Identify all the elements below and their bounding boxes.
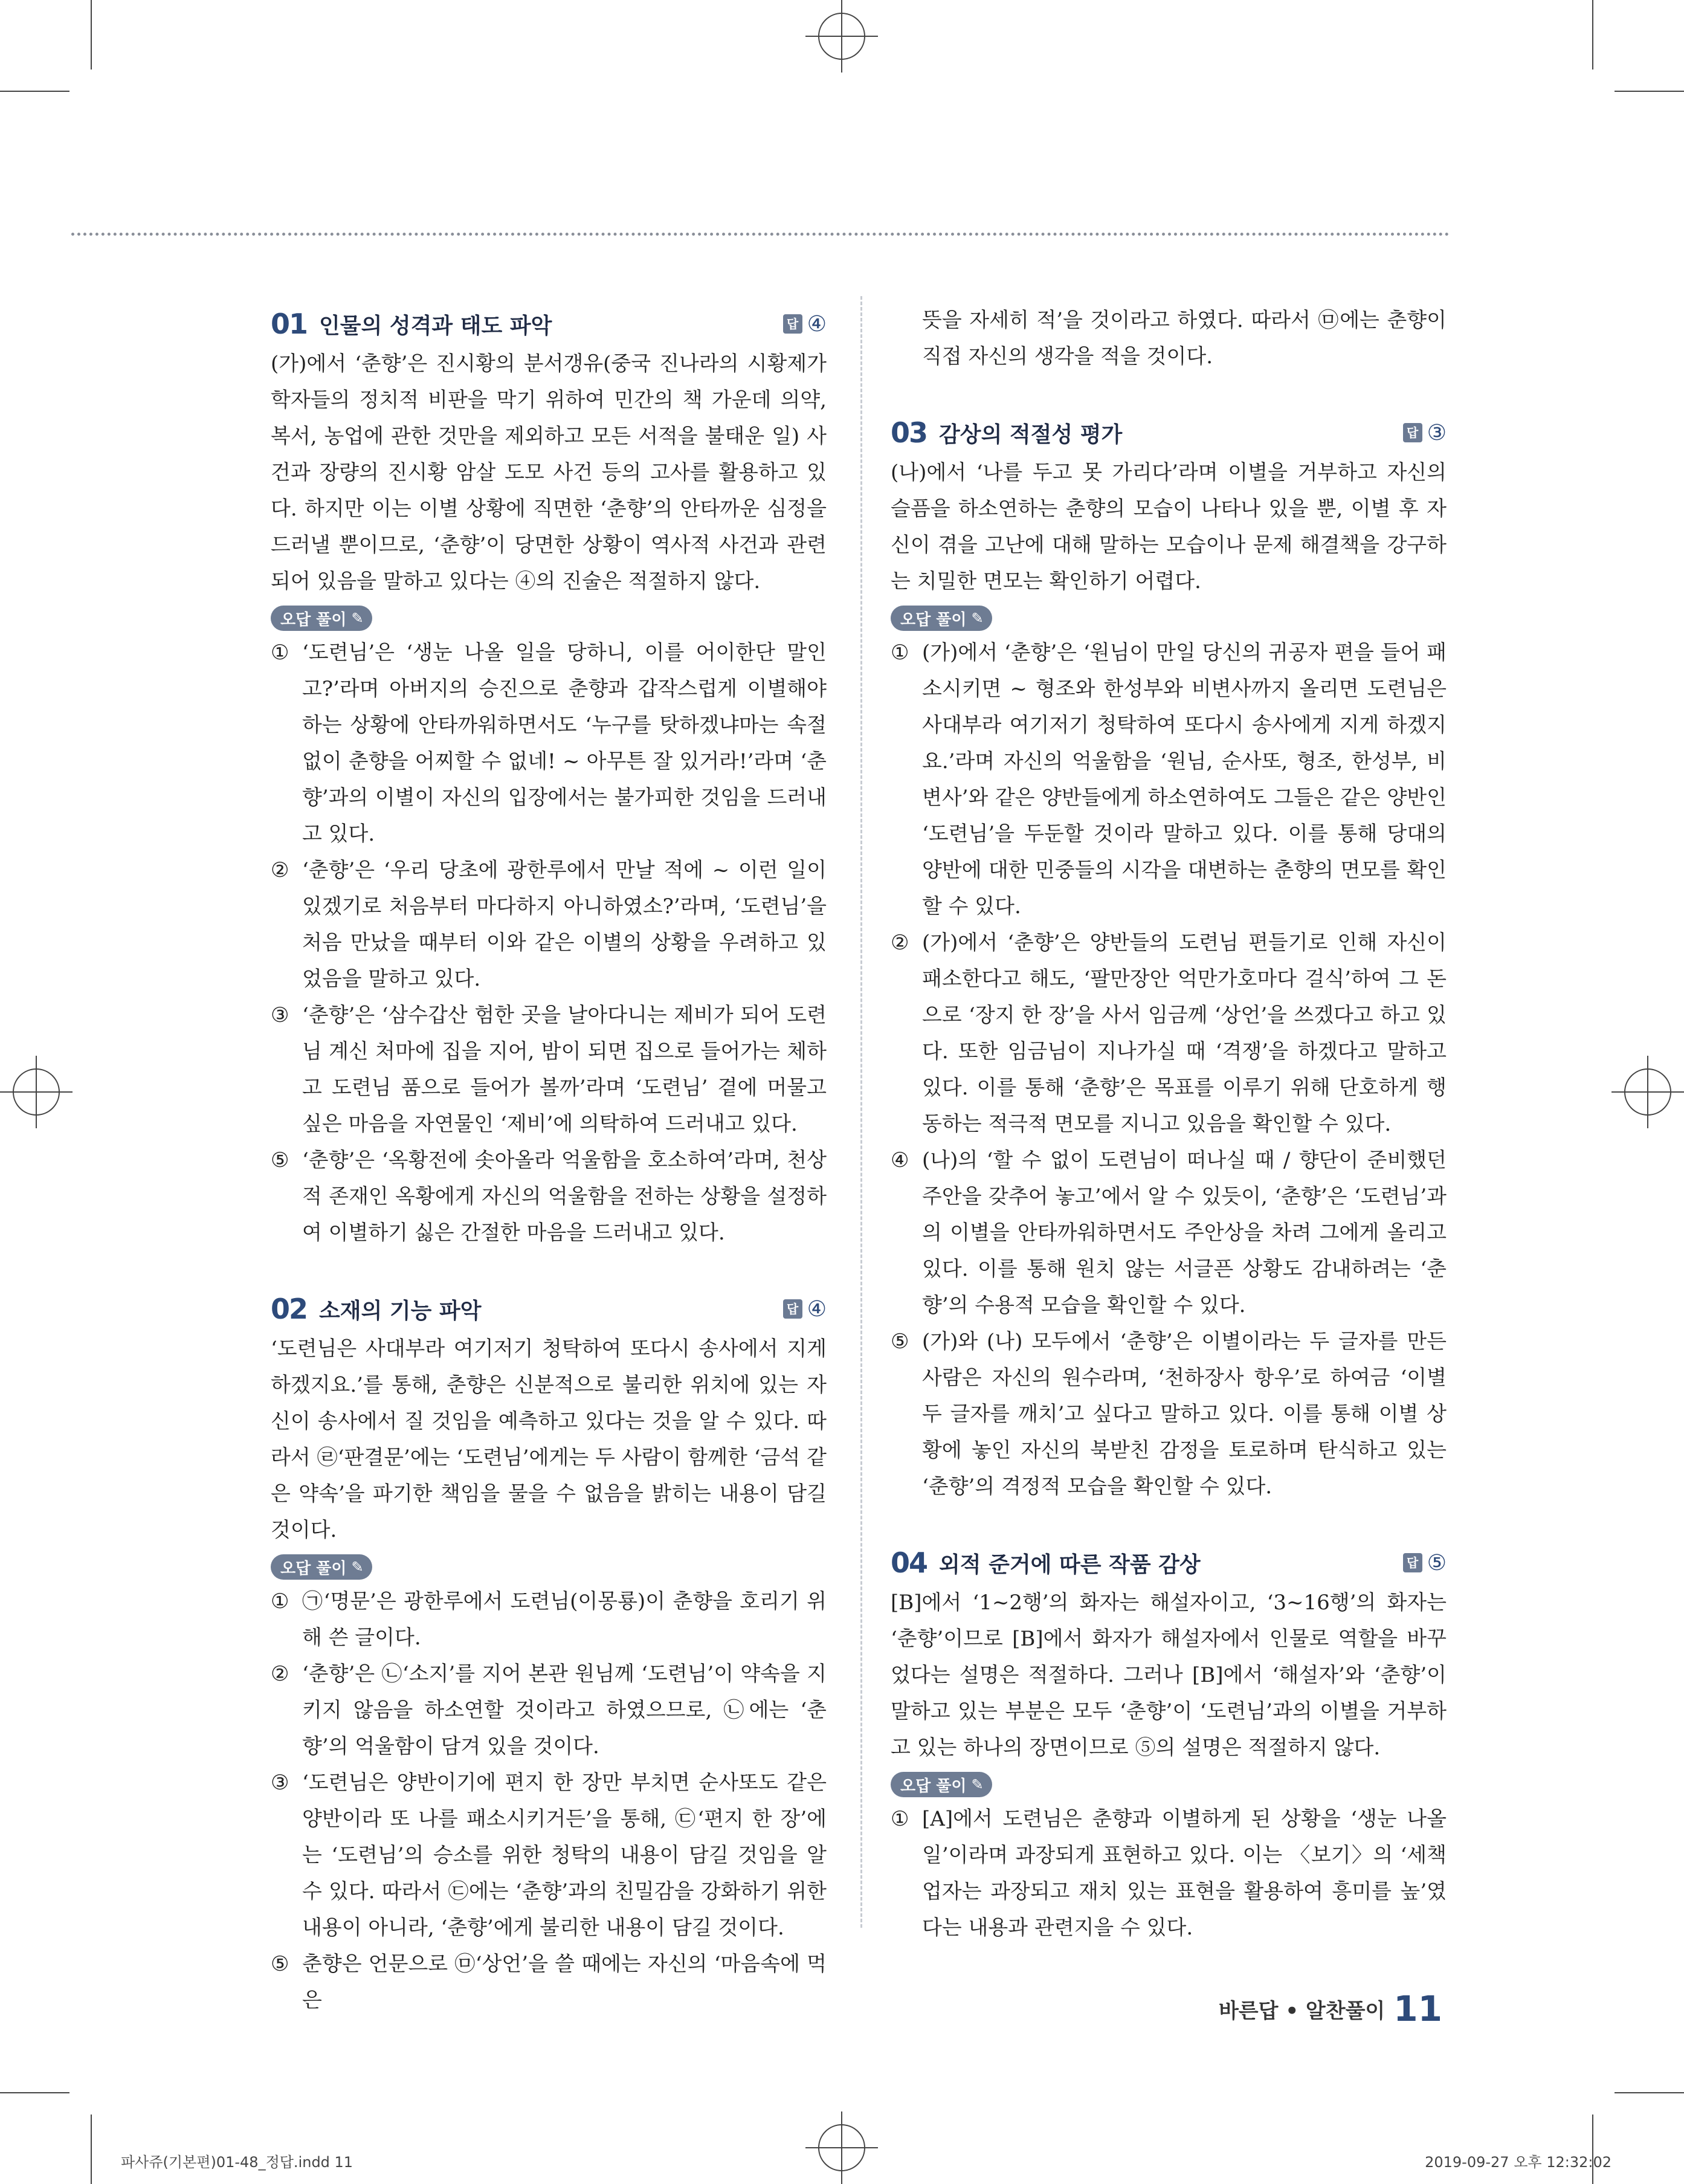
list-item: ① ‘도련님’은 ‘생눈 나올 일을 당하니, 이를 어이한단 말인고?’라며 아버지의 승진으로 춘향과 갑작스럽게 이별해야 하는 상황에 안타까워하면서도 ‘누구를 탓하겠냐마는 속절없이 춘향을 어찌할 수 없네! ~ 아무튼 잘 있거라!’라며 ‘춘향’과의 이별이 자신의 입장에서는 불가피한 것임을 드러내고 있다.	[271, 641, 827, 846]
left-column	[271, 302, 827, 2055]
answer-value: ④	[807, 1296, 827, 1322]
answer-value: ⑤	[1427, 1550, 1447, 1575]
section-title: 감상의 적절성 평가	[939, 422, 1123, 447]
pencil-icon: ✎	[971, 610, 984, 627]
explanation-text: ‘도련님은 사대부라 여기저기 청탁하여 또다시 송사에서 지게 하겠지요.’를 통해, 춘향은 신분적으로 불리한 위치에 있는 자신이 송사에서 질 것임을 예측하고 있다는 것을 알 수 있다. 따라서 ㉣‘판결문’에는 ‘도련님’에게는 두 사람이 함께한 ‘금석 같은 약속’을 파기한 책임을 물을 수 없음을 밝히는 내용이 담길 것이다.	[271, 1337, 827, 1542]
answer-badge-icon: 답	[783, 314, 802, 334]
wrong-answer-badge: 오답 풀이 ✎	[891, 606, 992, 631]
page-footer	[1219, 1988, 1442, 2029]
section-title: 소재의 기능 파악	[319, 1298, 482, 1323]
list-item: ① [A]에서 도련님은 춘향과 이별하게 된 상황을 ‘생눈 나올 일’이라며 과장되게 표현하고 있다. 이는 〈보기〉의 ‘세책업자는 과장되고 재치 있는 표현을 활용하여 흥미를 높’였다는 내용과 관련지을 수 있다.	[891, 1807, 1447, 1940]
list-item: ③ ‘도련님은 양반이기에 편지 한 장만 부치면 순사또도 같은 양반이라 또 나를 패소시키거든’을 통해, ㉢‘편지 한 장’에는 ‘도련님’의 승소를 위한 청탁의 내용이 담길 것임을 알 수 있다. 따라서 ㉢에는 ‘춘향’과의 친밀감을 강화하기 위한 내용이 아니라, ‘춘향’에게 불리한 내용이 담길 것이다.	[271, 1771, 827, 1940]
list-item: ② ‘춘향’은 ㉡‘소지’를 지어 본관 원님께 ‘도련님’이 약속을 지키지 않음을 하소연할 것이라고 하였으므로, ㉡에는 ‘춘향’의 억울함이 담겨 있을 것이다.	[271, 1662, 827, 1759]
registration-mark-icon	[1611, 1056, 1684, 1128]
section-04	[891, 1541, 1447, 1946]
list-item: ⑤ (가)와 (나) 모두에서 ‘춘향’은 이별이라는 두 글자를 만든 사람은 자신의 원수라며, ‘천하장사 항우’로 하여금 ‘이별 두 글자를 깨치’고 싶다고 말하고 있다. 이를 통해 이별 상황에 놓인 자신의 북받친 감정을 토로하며 탄식하고 있는 ‘춘향’의 격정적 모습을 확인할 수 있다.	[891, 1329, 1447, 1499]
right-column	[891, 302, 1447, 1982]
registration-mark-icon	[0, 1056, 73, 1128]
crop-mark	[0, 2092, 69, 2093]
section-02	[271, 1287, 827, 2018]
explanation-text: (나)에서 ‘나를 두고 못 가리다’라며 이별을 거부하고 자신의 슬픔을 하소연하는 춘향의 모습이 나타나 있을 뿐, 이별 후 자신이 겪을 고난에 대해 말하는 모습이나 문제 해결책을 강구하는 치밀한 면모는 확인하기 어렵다.	[891, 460, 1447, 593]
list-item: ③ ‘춘향’은 ‘삼수갑산 험한 곳을 날아다니는 제비가 되어 도련님 계신 처마에 집을 지어, 밤이 되면 집으로 들어가는 체하고 도련님 품으로 들어가 볼까’라며 ‘도련님’ 곁에 머물고 싶은 마음을 자연물인 ‘제비’에 의탁하여 드러내고 있다.	[271, 1003, 827, 1136]
continuation	[891, 302, 1447, 375]
answer	[783, 312, 827, 337]
section-title: 외적 준거에 따른 작품 감상	[939, 1552, 1201, 1577]
crop-mark	[1615, 2092, 1684, 2093]
section-header	[891, 411, 1447, 454]
crop-mark	[1592, 0, 1593, 69]
crop-mark	[1592, 2115, 1593, 2184]
list-item: ④ (나)의 ‘할 수 없이 도련님이 떠나실 때 / 향단이 준비했던 주안을 갖추어 놓고’에서 알 수 있듯이, ‘춘향’은 ‘도련님’과의 이별을 안타까워하면서도 주안상을 차려 그에게 올리고 있다. 이를 통해 원치 않는 서글픈 상황도 감내하려는 ‘춘향’의 수용적 모습을 확인할 수 있다.	[891, 1148, 1447, 1317]
section-03	[891, 411, 1447, 1505]
answer	[1403, 421, 1447, 445]
list-item: ⑤ 춘향은 언문으로 ㉤‘상언’을 쓸 때에는 자신의 ‘마음속에 먹은	[271, 1952, 827, 2012]
crop-mark	[1615, 91, 1684, 92]
pencil-icon: ✎	[351, 610, 364, 627]
section-01	[271, 302, 827, 1251]
answer-badge-icon: 답	[783, 1299, 802, 1319]
footer-label: 바른답 • 알찬풀이	[1218, 1998, 1386, 2023]
crop-mark	[91, 2115, 92, 2184]
section-number: 03	[891, 416, 927, 449]
section-number: 04	[891, 1546, 927, 1579]
column-divider	[860, 296, 862, 1928]
section-header	[271, 302, 827, 346]
registration-mark-icon	[805, 0, 878, 73]
section-number: 02	[271, 1293, 308, 1325]
answer-value: ④	[807, 311, 827, 337]
answer	[783, 1297, 827, 1322]
wrong-answer-badge: 오답 풀이 ✎	[891, 1772, 992, 1797]
wrong-answer-badge: 오답 풀이 ✎	[271, 606, 372, 631]
pencil-icon: ✎	[351, 1559, 364, 1575]
section-header	[891, 1541, 1447, 1585]
registration-mark-icon	[805, 2111, 878, 2184]
page-number: 11	[1393, 1988, 1442, 2029]
explanation-text: [B]에서 ‘1~2행’의 화자는 해설자이고, ‘3~16행’의 화자는 ‘춘향’이므로 [B]에서 화자가 해설자에서 인물로 역할을 바꾸었다는 설명은 적절하다. 그러나 [B]에서 ‘해설자’와 ‘춘향’이 말하고 있는 부분은 모두 ‘춘향’이 ‘도련님’과의 이별을 거부하고 있는 하나의 장면이므로 ⑤의 설명은 적절하지 않다.	[891, 1591, 1447, 1760]
header-dotted-divider	[71, 233, 1450, 236]
answer	[1403, 1551, 1447, 1575]
list-item: ② ‘춘향’은 ‘우리 당초에 광한루에서 만날 적에 ~ 이런 일이 있겠기로 처음부터 마다하지 아니하였소?’라며, ‘도련님’을 처음 만났을 때부터 이와 같은 이별의 상황을 우려하고 있었음을 말하고 있다.	[271, 858, 827, 991]
list-item: ⑤ ‘춘향’은 ‘옥황전에 솟아올라 억울함을 호소하여’라며, 천상적 존재인 옥황에게 자신의 억울함을 전하는 상황을 설정하여 이별하기 싫은 간절한 마음을 드러내고 있다.	[271, 1148, 827, 1245]
list-item-continuation: 뜻을 자세히 적’을 것이라고 하였다. 따라서 ㉤에는 춘향이 직접 자신의 생각을 적을 것이다.	[922, 308, 1447, 369]
pencil-icon: ✎	[971, 1776, 984, 1793]
section-header	[271, 1287, 827, 1331]
list-item: ① ㉠‘명문’은 광한루에서 도련님(이몽룡)이 춘향을 호리기 위해 쓴 글이다.	[271, 1589, 827, 1650]
wrong-answer-badge: 오답 풀이 ✎	[271, 1554, 372, 1580]
answer-badge-icon: 답	[1403, 423, 1422, 442]
list-item: ① (가)에서 ‘춘향’은 ‘원님이 만일 당신의 귀공자 편을 들어 패소시키면 ~ 형조와 한성부와 비변사까지 올리면 도련님은 사대부라 여기저기 청탁하여 또다시 송사에게 지게 하겠지요.’라며 자신의 억울함을 ‘원님, 순사또, 형조, 한성부, 비변사’와 같은 양반들에게 하소연하여도 그들은 같은 양반인 ‘도련님’을 두둔할 것이라 말하고 있다. 이를 통해 당대의 양반에 대한 민중들의 시각을 대변하는 춘향의 면모를 확인할 수 있다.	[891, 641, 1447, 919]
section-title: 인물의 성격과 태도 파악	[319, 313, 552, 338]
list-item: ② (가)에서 ‘춘향’은 양반들의 도련님 편들기로 인해 자신이 패소한다고 해도, ‘팔만장안 억만가호마다 걸식’하여 그 돈으로 ‘장지 한 장’을 사서 임금께 ‘상언’을 쓰겠다고 하고 있다. 또한 임금님이 지나가실 때 ‘격쟁’을 하겠다고 말하고 있다. 이를 통해 ‘춘향’은 목표를 이루기 위해 단호하게 행동하는 적극적 면모를 지니고 있음을 확인할 수 있다.	[891, 931, 1447, 1136]
slug-file: 파사쥬(기본편)01-48_정답.indd 11	[121, 2154, 353, 2171]
crop-mark	[0, 91, 69, 92]
explanation-text: (가)에서 ‘춘향’은 진시황의 분서갱유(중국 진나라의 시황제가 학자들의 정치적 비판을 막기 위하여 민간의 책 가운데 의약, 복서, 농업에 관한 것만을 제외하고 모든 서적을 불태운 일) 사건과 장량의 진시황 암살 도모 사건 등의 고사를 활용하고 있다. 하지만 이는 이별 상황에 직면한 ‘춘향’의 안타까운 심정을 드러낼 뿐이므로, ‘춘향’이 당면한 상황이 역사적 사건과 관련되어 있음을 말하고 있다는 ④의 진술은 적절하지 않다.	[271, 352, 827, 593]
section-number: 01	[271, 308, 308, 340]
answer-badge-icon: 답	[1403, 1553, 1422, 1572]
slug-date: 2019-09-27 오후 12:32:02	[1425, 2154, 1611, 2171]
answer-value: ③	[1427, 420, 1447, 445]
crop-mark	[91, 0, 92, 69]
